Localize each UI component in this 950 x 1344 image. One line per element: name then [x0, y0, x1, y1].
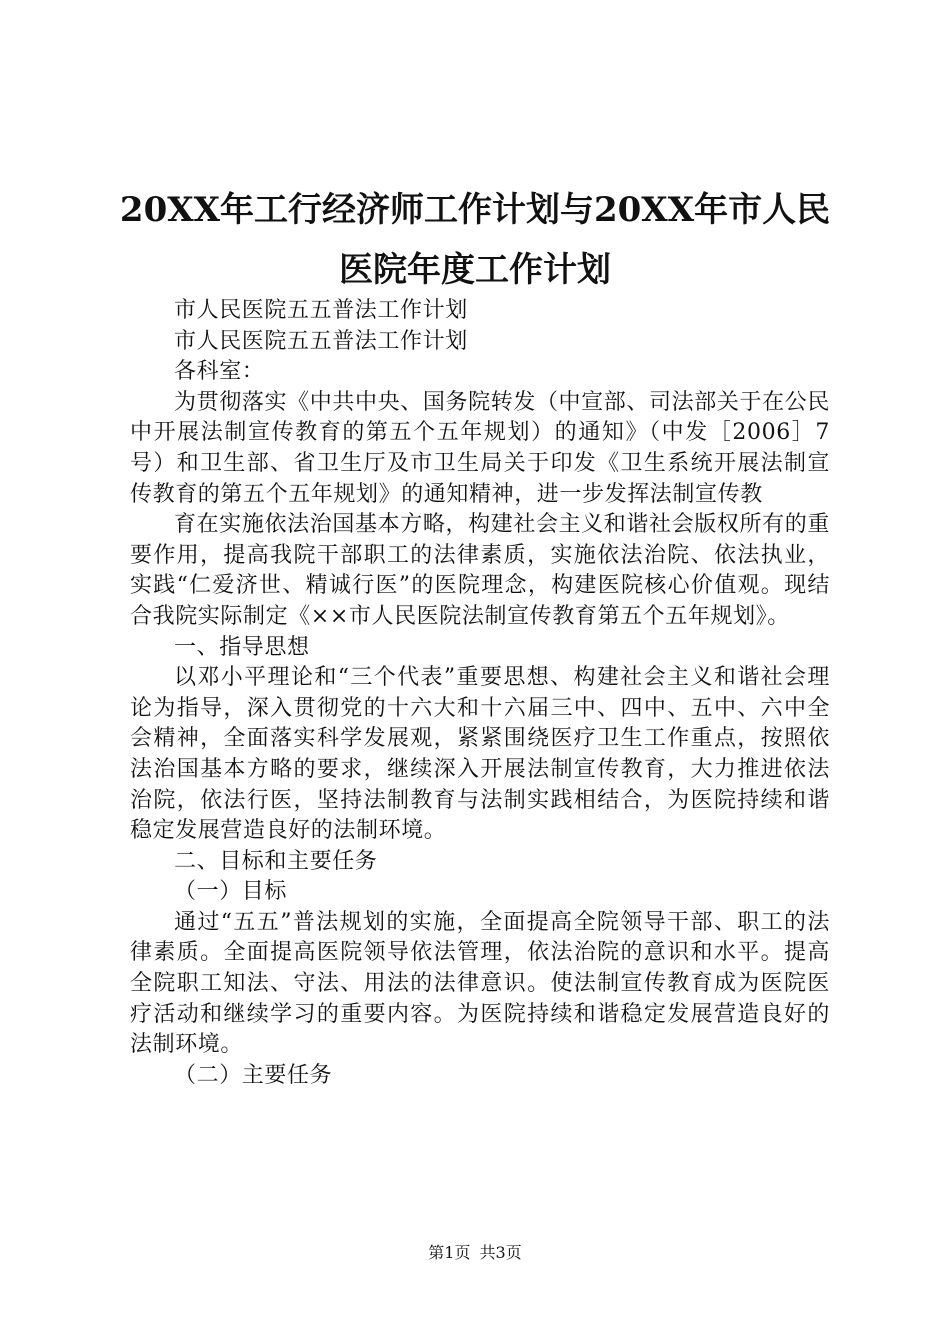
subsection-heading: （一）目标 [174, 879, 288, 905]
title-line-2: 医院年度工作计划 [339, 250, 611, 290]
paragraph: 育在实施依法治国基本方略，构建社会主义和谐社会版权所有的重要作用，提高我院干部职工的法律素质，实施依法治院、依法执业，实践“仁爱济世、精诚行医”的医院理念，构建医院核心价值观。现结合我院实际制定《××市人民医院法制宣传教育第五个五年规划》。 [130, 512, 830, 629]
page-total: 共3页 [479, 1243, 522, 1262]
paragraph: 市人民医院五五普法工作计划 [174, 328, 468, 354]
paragraph: 为贯彻落实《中共中央、国务院转发（中宣部、司法部关于在公民中开展法制宣传教育的第五个五年规划）的通知》（中发［2006］7号）和卫生部、省卫生厅及市卫生局关于印发《卫生系统开展法制宣传教育的第五个五年规划》的通知精神，进一步发挥法制宣传教 [130, 389, 830, 507]
document-body [130, 296, 830, 1091]
section-heading: 二、目标和主要任务 [174, 848, 378, 874]
title-line-1: 20XX年工行经济师工作计划与20XX年市人民 [119, 190, 831, 230]
paragraph: 市人民医院五五普法工作计划 [174, 298, 468, 323]
page-number: 第1页 [428, 1243, 471, 1262]
section-heading: 一、指导思想 [174, 634, 310, 660]
paragraph: 各科室： [174, 359, 265, 385]
paragraph: 通过“五五”普法规划的实施，全面提高全院领导干部、职工的法律素质。全面提高医院领导依法管理，依法治院的意识和水平。提高全院职工知法、守法、用法的法律意识。使法制宣传教育成为医院医疗活动和继续学习的重要内容。为医院持续和谐稳定发展营造良好的法制环境。 [130, 909, 830, 1058]
page-footer [0, 1243, 950, 1263]
subsection-heading: （二）主要任务 [174, 1062, 333, 1088]
paragraph: 以邓小平理论和“三个代表”重要思想、构建社会主义和谐社会理论为指导，深入贯彻党的十六大和十六届三中、四中、五中、六中全会精神，全面落实科学发展观，紧紧围绕医疗卫生工作重点，按照依法治国基本方略的要求，继续深入开展法制宣传教育，大力推进依法治院，依法行医，坚持法制教育与法制实践相结合，为医院持续和谐稳定发展营造良好的法制环境。 [130, 665, 830, 844]
document-title [110, 180, 840, 300]
